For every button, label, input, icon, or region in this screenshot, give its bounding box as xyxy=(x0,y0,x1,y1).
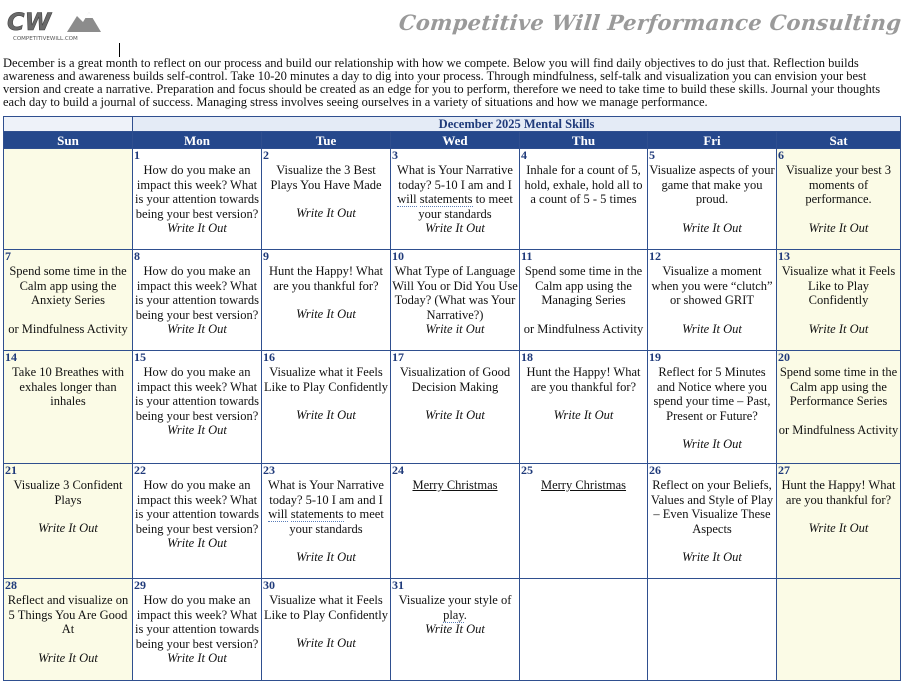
write-it-out: Write It Out xyxy=(296,408,356,422)
write-it-out: Write It Out xyxy=(808,220,869,235)
day-cell-6 xyxy=(777,149,901,250)
title-spacer xyxy=(4,117,133,132)
day-number: 30 xyxy=(263,578,275,592)
day-cell-26 xyxy=(648,464,777,579)
write-it-out: Write It Out xyxy=(167,536,227,550)
day-number: 19 xyxy=(649,350,661,364)
day-number: 23 xyxy=(263,463,275,477)
activity-text-underlined: statements xyxy=(290,507,344,521)
day-number: 17 xyxy=(392,350,404,364)
day-number: 14 xyxy=(5,350,17,364)
day-cell-14 xyxy=(4,351,133,464)
activity-text-underlined: play xyxy=(443,607,464,622)
day-cell-31 xyxy=(391,579,520,681)
day-cell-7 xyxy=(4,250,133,351)
day-cell-empty xyxy=(648,579,777,681)
activity-text: Merry Christmas xyxy=(540,478,627,492)
activity-text xyxy=(392,163,518,221)
svg-text:COMPETITIVEWILL.COM: COMPETITIVEWILL.COM xyxy=(13,36,78,42)
day-cell-9 xyxy=(262,250,391,351)
day-cell-5 xyxy=(648,149,777,250)
write-it-out: Write It Out xyxy=(38,650,98,665)
activity-text-part: Visualize your style of xyxy=(398,593,512,607)
day-cell-empty xyxy=(4,149,133,250)
activity-text: What Type of Language Will You or Did You Use Today? (What was Your Narrative?) xyxy=(392,264,518,322)
day-number: 28 xyxy=(5,578,17,592)
day-cell-3 xyxy=(391,149,520,250)
activity-text: Reflect on your Beliefs, Values and Style of Play – Even Visualize These Aspects xyxy=(650,478,774,536)
day-number: 31 xyxy=(392,578,404,592)
day-cell-10 xyxy=(391,250,520,351)
activity-text: or Mindfulness Activity xyxy=(778,422,899,437)
activity-text: Visualize what it Feels Like to Play Confidently xyxy=(264,365,388,394)
write-it-out: Write It Out xyxy=(167,651,227,665)
day-number: 4 xyxy=(521,148,527,162)
activity-text: Visualize what it Feels Like to Play Confidently xyxy=(781,264,896,307)
write-it-out: Write It Out xyxy=(38,521,98,535)
activity-text: Inhale for a count of 5, hold, exhale, hold all to a count of 5 - 5 times xyxy=(524,163,643,206)
day-number: 6 xyxy=(778,148,784,162)
day-number: 12 xyxy=(649,249,661,263)
day-cell-11 xyxy=(520,250,648,351)
svg-text:CW: CW xyxy=(7,8,52,36)
day-number: 18 xyxy=(521,350,533,364)
activity-text: Visualize the 3 Best Plays You Have Made xyxy=(270,163,382,192)
activity-text-underlined: will xyxy=(268,507,288,521)
day-cell-17 xyxy=(391,351,520,464)
day-number: 8 xyxy=(134,249,140,263)
dow-sat: Sat xyxy=(777,132,901,149)
write-it-out: Write It Out xyxy=(425,408,485,422)
activity-text: Merry Christmas xyxy=(412,478,498,492)
day-number: 5 xyxy=(649,148,655,162)
activity-text: or Mindfulness Activity xyxy=(523,321,644,336)
activity-text-underlined: statements xyxy=(419,192,473,206)
write-it-out: Write It Out xyxy=(296,206,356,220)
day-cell-16 xyxy=(262,351,391,464)
day-number: 3 xyxy=(392,148,398,162)
activity-text: Hunt the Happy! What are you thankful for? xyxy=(781,478,896,507)
day-number: 1 xyxy=(134,148,140,162)
write-it-out: Write It Out xyxy=(808,521,869,535)
day-cell-13 xyxy=(777,250,901,351)
write-it-out: Write It Out xyxy=(167,221,227,235)
day-number: 26 xyxy=(649,463,661,477)
dow-sun: Sun xyxy=(4,132,133,149)
day-number: 10 xyxy=(392,249,404,263)
dow-fri: Fri xyxy=(648,132,777,149)
dow-thu: Thu xyxy=(520,132,648,149)
page-header xyxy=(0,0,907,48)
dow-tue: Tue xyxy=(262,132,391,149)
day-cell-20 xyxy=(777,351,901,464)
day-cell-23 xyxy=(262,464,391,579)
activity-text-part: to meet your standards xyxy=(418,192,513,221)
dow-wed: Wed xyxy=(391,132,520,149)
write-it-out: Write It Out xyxy=(553,408,614,422)
activity-text: Visualize your best 3 moments of performance. xyxy=(785,163,892,206)
activity-text: Reflect for 5 Minutes and Notice where you spend your time – Past, Present or Future? xyxy=(653,365,771,423)
activity-text: How do you make an impact this week? What is your attention towards being your best version? xyxy=(135,593,259,651)
dow-mon: Mon xyxy=(133,132,262,149)
intro-paragraph: December is a great month to reflect on our process and build our relationship with how we compete. Below you will find daily objectives to do just that. Reflection builds awareness and awareness builds self-control. Take 10-20 minutes a day to dig into your process. Through mindfulness, self-talk and visualization you can envision your best version and create a narrative. Preparation and focus should be created as an edge for you to perform, therefore we need to take time to build these skills. Journal your thoughts each day to build a journal of success. Managing stress involves seeing ourselves in a variety of situations and how we manage performance. xyxy=(3,56,881,109)
write-it-out: Write It Out xyxy=(167,423,227,437)
activity-text: Spend some time in the Calm app using the Anxiety Series xyxy=(9,264,127,307)
write-it-out: Write it Out xyxy=(425,322,485,336)
day-cell-15 xyxy=(133,351,262,464)
day-cell-4 xyxy=(520,149,648,250)
activity-text: Spend some time in the Calm app using the Performance Series xyxy=(779,365,898,408)
write-it-out: Write It Out xyxy=(296,307,356,321)
day-number: 13 xyxy=(778,249,790,263)
activity-text: Hunt the Happy! What are you thankful for? xyxy=(526,365,641,394)
activity-text: Visualize aspects of your game that make you proud. xyxy=(649,163,775,206)
day-cell-18 xyxy=(520,351,648,464)
activity-text-part: What is Your Narrative today? 5-10 I am and I xyxy=(397,163,513,192)
calendar-title: December 2025 Mental Skills xyxy=(133,117,901,132)
activity-text: Visualize 3 Confident Plays xyxy=(13,478,123,507)
day-number: 22 xyxy=(134,463,146,477)
write-it-out: Write It Out xyxy=(808,321,869,336)
day-cell-24 xyxy=(391,464,520,579)
day-cell-21 xyxy=(4,464,133,579)
day-number: 2 xyxy=(263,148,269,162)
activity-text: Visualize what it Feels Like to Play Confidently xyxy=(264,593,388,622)
day-cell-29 xyxy=(133,579,262,681)
day-cell-27 xyxy=(777,464,901,579)
day-cell-19 xyxy=(648,351,777,464)
activity-text: Hunt the Happy! What are you thankful for? xyxy=(269,264,383,293)
text-cursor xyxy=(119,43,120,57)
activity-text: Take 10 Breathes with exhales longer than inhales xyxy=(12,365,124,408)
day-cell-1 xyxy=(133,149,262,250)
activity-text: How do you make an impact this week? What is your attention towards being your best version? xyxy=(135,365,259,423)
write-it-out: Write It Out xyxy=(425,221,485,235)
write-it-out: Write It Out xyxy=(682,550,742,564)
activity-text: or Mindfulness Activity xyxy=(8,321,128,336)
day-cell-empty xyxy=(520,579,648,681)
activity-text: How do you make an impact this week? What is your attention towards being your best version? xyxy=(135,264,259,322)
day-cell-empty xyxy=(777,579,901,681)
day-number: 20 xyxy=(778,350,790,364)
write-it-out: Write It Out xyxy=(296,636,356,650)
write-it-out: Write It Out xyxy=(682,220,742,235)
write-it-out: Write It Out xyxy=(296,550,356,564)
day-number: 29 xyxy=(134,578,146,592)
activity-text: How do you make an impact this week? What is your attention towards being your best version? xyxy=(135,478,259,536)
competitive-will-logo xyxy=(5,6,105,42)
activity-text: How do you make an impact this week? What is your attention towards being your best version? xyxy=(135,163,259,221)
activity-text: Reflect and visualize on 5 Things You Are Good At xyxy=(7,593,129,636)
write-it-out: Write It Out xyxy=(682,437,742,451)
activity-text: Visualize your style of play. xyxy=(398,593,512,622)
day-number: 7 xyxy=(5,249,11,263)
write-it-out: Write It Out xyxy=(167,322,227,336)
activity-text: Visualize a moment when you were “clutch” or showed GRIT xyxy=(651,264,773,307)
day-cell-25 xyxy=(520,464,648,579)
day-cell-8 xyxy=(133,250,262,351)
day-number: 15 xyxy=(134,350,146,364)
activity-text-underlined: will xyxy=(397,192,417,206)
day-number: 16 xyxy=(263,350,275,364)
day-cell-28 xyxy=(4,579,133,681)
activity-text xyxy=(263,478,389,536)
brand-title: Competitive Will Performance Consulting xyxy=(397,10,903,35)
day-number: 9 xyxy=(263,249,269,263)
day-cell-22 xyxy=(133,464,262,579)
write-it-out: Write It Out xyxy=(425,622,485,636)
day-number: 24 xyxy=(392,463,404,477)
day-number: 11 xyxy=(521,249,533,263)
activity-text: Visualization of Good Decision Making xyxy=(399,365,511,394)
calendar-table xyxy=(3,116,901,681)
activity-text: Spend some time in the Calm app using the Managing Series xyxy=(524,264,643,307)
day-cell-12 xyxy=(648,250,777,351)
day-cell-2 xyxy=(262,149,391,250)
day-number: 25 xyxy=(521,463,533,477)
activity-text-part: What is Your Narrative today? 5-10 I am and I xyxy=(268,478,384,507)
day-number: 27 xyxy=(778,463,790,477)
activity-text-part: to meet your standards xyxy=(289,507,384,536)
day-number: 21 xyxy=(5,463,17,477)
day-cell-30 xyxy=(262,579,391,681)
write-it-out: Write It Out xyxy=(682,321,742,336)
